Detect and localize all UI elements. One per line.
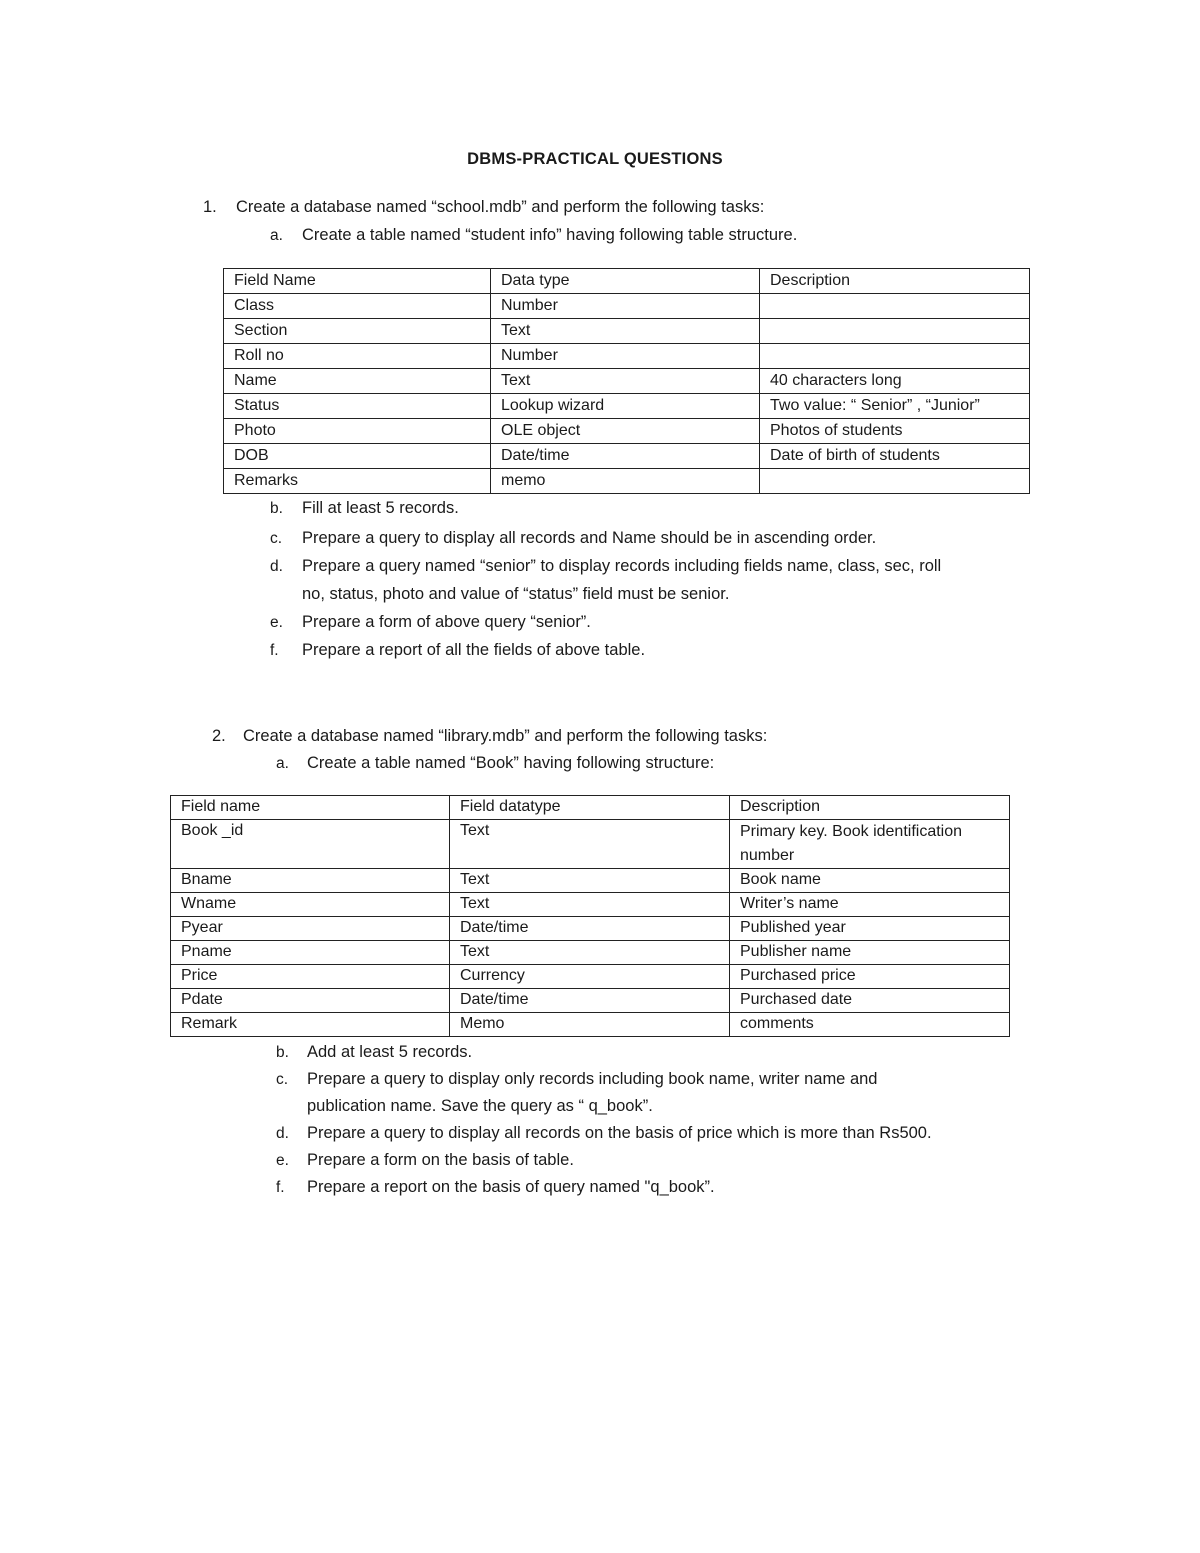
table-cell: comments <box>730 1013 1010 1037</box>
q2-item-b-text: Add at least 5 records. <box>307 1043 473 1061</box>
q2-item-f-letter: f. <box>276 1179 285 1196</box>
q2-item-c-text-line2: publication name. Save the query as “ q_book”. <box>307 1097 653 1115</box>
header-cell: Description <box>730 796 1010 820</box>
table-header-row <box>224 269 1030 294</box>
header-cell: Field name <box>171 796 450 820</box>
table-cell: Date/time <box>450 989 730 1013</box>
header-cell: Data type <box>491 269 760 294</box>
table-cell <box>760 294 1030 319</box>
table-cell: 40 characters long <box>760 369 1030 394</box>
question-2-text: Create a database named “library.mdb” and perform the following tasks: <box>243 727 768 745</box>
table-cell: DOB <box>224 444 491 469</box>
table-row <box>171 917 1010 941</box>
table-cell: memo <box>491 469 760 494</box>
q1-item-f-letter: f. <box>270 642 279 659</box>
table-row <box>171 893 1010 917</box>
table-cell: Date of birth of students <box>760 444 1030 469</box>
q1-item-d-text-line2: no, status, photo and value of “status” field must be senior. <box>302 585 730 603</box>
q1-item-c-letter: c. <box>270 530 283 547</box>
table-cell: Lookup wizard <box>491 394 760 419</box>
table-cell: Primary key. Book identification number <box>730 820 1010 869</box>
table-cell: Writer’s name <box>730 893 1010 917</box>
table-row <box>224 369 1030 394</box>
q2-item-c-text-line1: Prepare a query to display only records including book name, writer name and <box>307 1070 878 1088</box>
q2-item-d-text: Prepare a query to display all records on the basis of price which is more than Rs500. <box>307 1124 932 1142</box>
page-title: DBMS-PRACTICAL QUESTIONS <box>467 150 723 168</box>
table-row <box>171 1013 1010 1037</box>
table-cell: OLE object <box>491 419 760 444</box>
table-cell: Purchased date <box>730 989 1010 1013</box>
table-row <box>224 344 1030 369</box>
book-table <box>170 795 1010 1037</box>
table-cell: Text <box>450 941 730 965</box>
header-cell: Description <box>760 269 1030 294</box>
table-cell: Text <box>450 893 730 917</box>
table-cell: Photos of students <box>760 419 1030 444</box>
q1-item-b-letter: b. <box>270 500 283 517</box>
q1-item-e-text: Prepare a form of above query “senior”. <box>302 613 591 631</box>
table-cell: Section <box>224 319 491 344</box>
q1-item-a-text: Create a table named “student info” having following table structure. <box>302 226 798 244</box>
q1-item-c-text: Prepare a query to display all records and Name should be in ascending order. <box>302 529 877 547</box>
table-row <box>224 294 1030 319</box>
table-row <box>171 965 1010 989</box>
table-row <box>224 394 1030 419</box>
q1-item-d-text-line1: Prepare a query named “senior” to display records including fields name, class, sec, roll <box>302 557 942 575</box>
question-2-number: 2. <box>212 727 226 745</box>
q1-item-e-letter: e. <box>270 614 283 631</box>
table-cell: Date/time <box>450 917 730 941</box>
table-row <box>171 941 1010 965</box>
table-cell: Text <box>491 369 760 394</box>
table-cell: Purchased price <box>730 965 1010 989</box>
q1-item-b-text: Fill at least 5 records. <box>302 499 459 517</box>
q2-item-c-letter: c. <box>276 1071 289 1088</box>
table-cell: Pname <box>171 941 450 965</box>
q2-item-d-letter: d. <box>276 1125 289 1142</box>
table-row <box>171 869 1010 893</box>
table-cell: Two value: “ Senior” , “Junior” <box>760 394 1030 419</box>
table-cell: Pyear <box>171 917 450 941</box>
table-cell: Currency <box>450 965 730 989</box>
table-cell: Status <box>224 394 491 419</box>
table-cell: Book name <box>730 869 1010 893</box>
q2-item-b-letter: b. <box>276 1044 289 1061</box>
q1-item-f-text: Prepare a report of all the fields of above table. <box>302 641 646 659</box>
table-cell: Text <box>450 869 730 893</box>
table-cell: Remarks <box>224 469 491 494</box>
table-cell: Wname <box>171 893 450 917</box>
table-row <box>224 319 1030 344</box>
table-row <box>224 419 1030 444</box>
table-row <box>171 820 1010 869</box>
table-cell <box>760 469 1030 494</box>
table-cell <box>760 344 1030 369</box>
table-cell: Publisher name <box>730 941 1010 965</box>
table-cell: Class <box>224 294 491 319</box>
table-row <box>224 444 1030 469</box>
q2-item-e-letter: e. <box>276 1152 289 1169</box>
table-cell: Date/time <box>491 444 760 469</box>
table-cell <box>760 319 1030 344</box>
table-cell: Remark <box>171 1013 450 1037</box>
table-row <box>224 469 1030 494</box>
question-1-number: 1. <box>203 198 217 216</box>
student-info-table <box>223 268 1030 494</box>
table-cell: Name <box>224 369 491 394</box>
table-row <box>171 989 1010 1013</box>
header-cell: Field Name <box>224 269 491 294</box>
table-cell: Memo <box>450 1013 730 1037</box>
table-cell: Published year <box>730 917 1010 941</box>
table-cell: Text <box>450 820 730 869</box>
table-cell: Text <box>491 319 760 344</box>
table-cell: Roll no <box>224 344 491 369</box>
table-cell: Bname <box>171 869 450 893</box>
table-cell: Photo <box>224 419 491 444</box>
table-cell: Number <box>491 344 760 369</box>
q2-item-e-text: Prepare a form on the basis of table. <box>307 1151 574 1169</box>
question-1-text: Create a database named “school.mdb” and perform the following tasks: <box>236 198 765 216</box>
table-cell: Pdate <box>171 989 450 1013</box>
q2-item-a-letter: a. <box>276 755 289 772</box>
table-cell: Book _id <box>171 820 450 869</box>
q1-item-a-letter: a. <box>270 227 283 244</box>
table-header-row <box>171 796 1010 820</box>
table-cell: Number <box>491 294 760 319</box>
q2-item-f-text: Prepare a report on the basis of query named "q_book”. <box>307 1178 715 1196</box>
header-cell: Field datatype <box>450 796 730 820</box>
table-cell: Price <box>171 965 450 989</box>
q1-item-d-letter: d. <box>270 558 283 575</box>
q2-item-a-text: Create a table named “Book” having following structure: <box>307 754 715 772</box>
